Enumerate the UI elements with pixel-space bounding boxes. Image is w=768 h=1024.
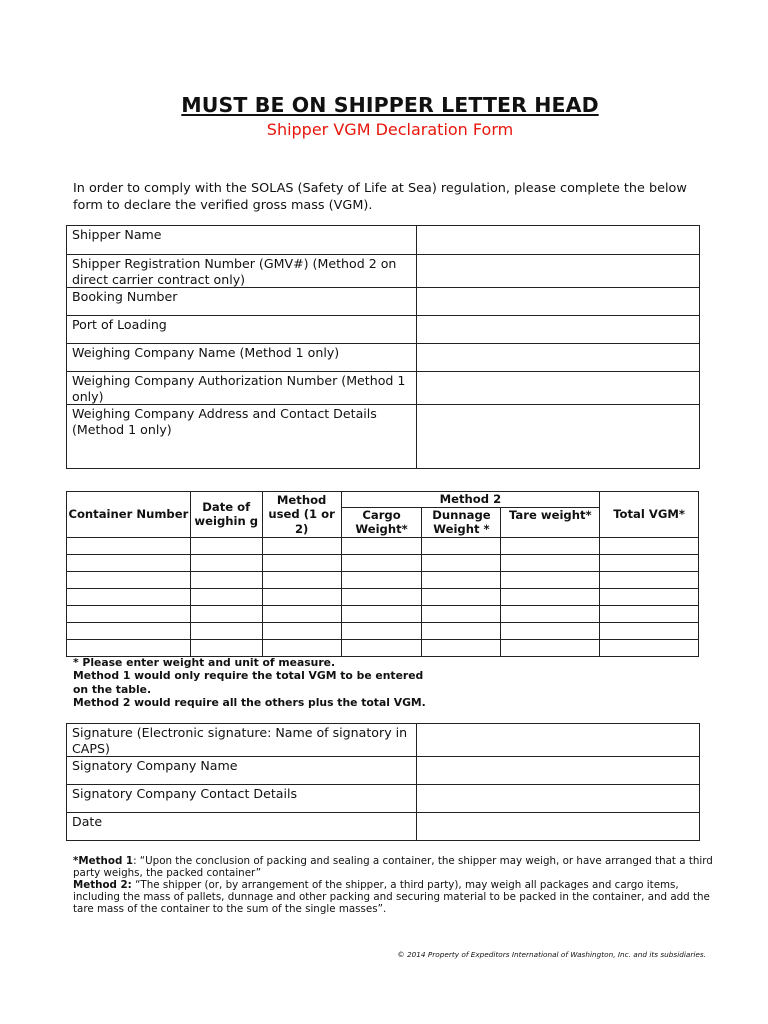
table-cell[interactable] xyxy=(600,588,699,605)
table-row xyxy=(67,405,700,469)
method-2-definition xyxy=(73,879,713,915)
table-cell[interactable] xyxy=(501,622,600,639)
weight-notes xyxy=(73,656,433,709)
table-row xyxy=(67,639,699,656)
table-cell[interactable] xyxy=(600,554,699,571)
method-2-text: “The shipper (or, by arrangement of the shipper, a third party), may weigh all packages and cargo items, including the mass of pallets, dunnage and other packing and securing material to be packed in the container, and add the tare mass of the container to the sum of the single masses”. xyxy=(73,879,710,915)
table-row xyxy=(67,226,700,255)
shipper-name-field[interactable] xyxy=(417,226,700,255)
table-cell[interactable] xyxy=(190,554,262,571)
table-cell[interactable] xyxy=(67,588,191,605)
table-cell[interactable] xyxy=(190,537,262,554)
header-cargo-weight: Cargo Weight* xyxy=(341,507,422,537)
table-cell[interactable] xyxy=(341,537,422,554)
weighing-company-name-field[interactable] xyxy=(417,344,700,372)
header-dunnage-weight: Dunnage Weight * xyxy=(422,507,501,537)
container-weight-table xyxy=(66,491,699,657)
field-label: Shipper Registration Number (GMV#) (Method 2 on direct carrier contract only) xyxy=(67,255,417,288)
method-1-label: *Method 1 xyxy=(73,855,134,867)
signatory-company-name-field[interactable] xyxy=(417,757,700,785)
port-of-loading-field[interactable] xyxy=(417,316,700,344)
table-cell[interactable] xyxy=(501,537,600,554)
table-row xyxy=(67,316,700,344)
field-label: Signature (Electronic signature: Name of signatory in CAPS) xyxy=(67,724,417,757)
table-cell[interactable] xyxy=(341,588,422,605)
table-row xyxy=(67,622,699,639)
table-cell[interactable] xyxy=(501,571,600,588)
table-cell[interactable] xyxy=(600,622,699,639)
method-definitions xyxy=(73,855,713,915)
field-label: Signatory Company Name xyxy=(67,757,417,785)
table-cell[interactable] xyxy=(341,639,422,656)
note-line: * Please enter weight and unit of measure. xyxy=(73,656,336,669)
table-cell[interactable] xyxy=(190,622,262,639)
field-label: Weighing Company Authorization Number (Method 1 only) xyxy=(67,372,417,405)
table-cell[interactable] xyxy=(341,571,422,588)
table-cell[interactable] xyxy=(600,537,699,554)
form-subtitle: Shipper VGM Declaration Form xyxy=(266,120,514,139)
table-row xyxy=(67,372,700,405)
table-cell[interactable] xyxy=(262,554,341,571)
note-line: Method 1 would only require the total VGM to be entered on the table. xyxy=(73,669,424,696)
page-title: MUST BE ON SHIPPER LETTER HEAD xyxy=(181,93,599,117)
table-cell[interactable] xyxy=(67,639,191,656)
header-tare-weight: Tare weight* xyxy=(501,507,600,537)
header-total-vgm: Total VGM* xyxy=(600,492,699,538)
table-row xyxy=(67,724,700,757)
table-cell[interactable] xyxy=(262,571,341,588)
weighing-authorization-field[interactable] xyxy=(417,372,700,405)
table-cell[interactable] xyxy=(422,537,501,554)
method-1-text: : “Upon the conclusion of packing and sealing a container, the shipper may weigh, or have arranged that a third party weighs, the packed container” xyxy=(73,855,713,879)
table-cell[interactable] xyxy=(67,605,191,622)
table-cell[interactable] xyxy=(190,571,262,588)
table-row xyxy=(67,588,699,605)
field-label: Weighing Company Name (Method 1 only) xyxy=(67,344,417,372)
table-cell[interactable] xyxy=(190,588,262,605)
weighing-address-field[interactable] xyxy=(417,405,700,469)
table-cell[interactable] xyxy=(190,639,262,656)
field-label: Weighing Company Address and Contact Details (Method 1 only) xyxy=(67,405,417,469)
table-cell[interactable] xyxy=(600,605,699,622)
table-cell[interactable] xyxy=(262,622,341,639)
shipper-registration-field[interactable] xyxy=(417,255,700,288)
date-field[interactable] xyxy=(417,813,700,841)
table-row xyxy=(67,255,700,288)
table-row xyxy=(67,344,700,372)
table-cell[interactable] xyxy=(501,554,600,571)
table-cell[interactable] xyxy=(67,622,191,639)
table-row xyxy=(67,537,699,554)
table-cell[interactable] xyxy=(422,622,501,639)
table-cell[interactable] xyxy=(341,554,422,571)
table-cell[interactable] xyxy=(67,537,191,554)
copyright-notice: © 2014 Property of Expeditors International of Washington, Inc. and its subsidiaries. xyxy=(397,950,706,959)
table-row xyxy=(67,571,699,588)
table-row xyxy=(67,813,700,841)
method-1-definition xyxy=(73,855,713,879)
header-date-of-weighing: Date of weighin g xyxy=(190,492,262,538)
table-cell[interactable] xyxy=(422,571,501,588)
field-label: Port of Loading xyxy=(67,316,417,344)
table-cell[interactable] xyxy=(262,639,341,656)
field-label: Shipper Name xyxy=(67,226,417,255)
table-cell[interactable] xyxy=(67,571,191,588)
shipper-info-table xyxy=(66,225,700,469)
table-cell[interactable] xyxy=(262,537,341,554)
table-header-row xyxy=(67,492,699,508)
table-cell[interactable] xyxy=(67,554,191,571)
header-method-used: Method used (1 or 2) xyxy=(262,492,341,538)
table-cell[interactable] xyxy=(190,605,262,622)
table-cell[interactable] xyxy=(422,554,501,571)
note-line: Method 2 would require all the others plus the total VGM. xyxy=(73,695,426,709)
table-cell[interactable] xyxy=(341,622,422,639)
method-2-label: Method 2: xyxy=(73,879,132,891)
table-cell[interactable] xyxy=(422,588,501,605)
booking-number-field[interactable] xyxy=(417,288,700,316)
table-row xyxy=(67,605,699,622)
field-label: Booking Number xyxy=(67,288,417,316)
table-row xyxy=(67,757,700,785)
signatory-contact-field[interactable] xyxy=(417,785,700,813)
table-cell[interactable] xyxy=(422,605,501,622)
table-row xyxy=(67,288,700,316)
table-cell[interactable] xyxy=(600,571,699,588)
header-container-number: Container Number xyxy=(67,492,191,538)
table-cell[interactable] xyxy=(501,605,600,622)
table-cell[interactable] xyxy=(600,639,699,656)
signature-table xyxy=(66,723,700,841)
field-label: Signatory Company Contact Details xyxy=(67,785,417,813)
table-cell[interactable] xyxy=(501,639,600,656)
intro-paragraph: In order to comply with the SOLAS (Safety of Life at Sea) regulation, please complete the below form to declare the verified gross mass (VGM). xyxy=(73,181,687,213)
table-cell[interactable] xyxy=(341,605,422,622)
table-cell[interactable] xyxy=(501,588,600,605)
table-cell[interactable] xyxy=(262,605,341,622)
table-row xyxy=(67,785,700,813)
field-label: Date xyxy=(67,813,417,841)
header-method-2-group: Method 2 xyxy=(341,492,600,508)
table-row xyxy=(67,554,699,571)
table-cell[interactable] xyxy=(262,588,341,605)
signature-field[interactable] xyxy=(417,724,700,757)
table-cell[interactable] xyxy=(422,639,501,656)
